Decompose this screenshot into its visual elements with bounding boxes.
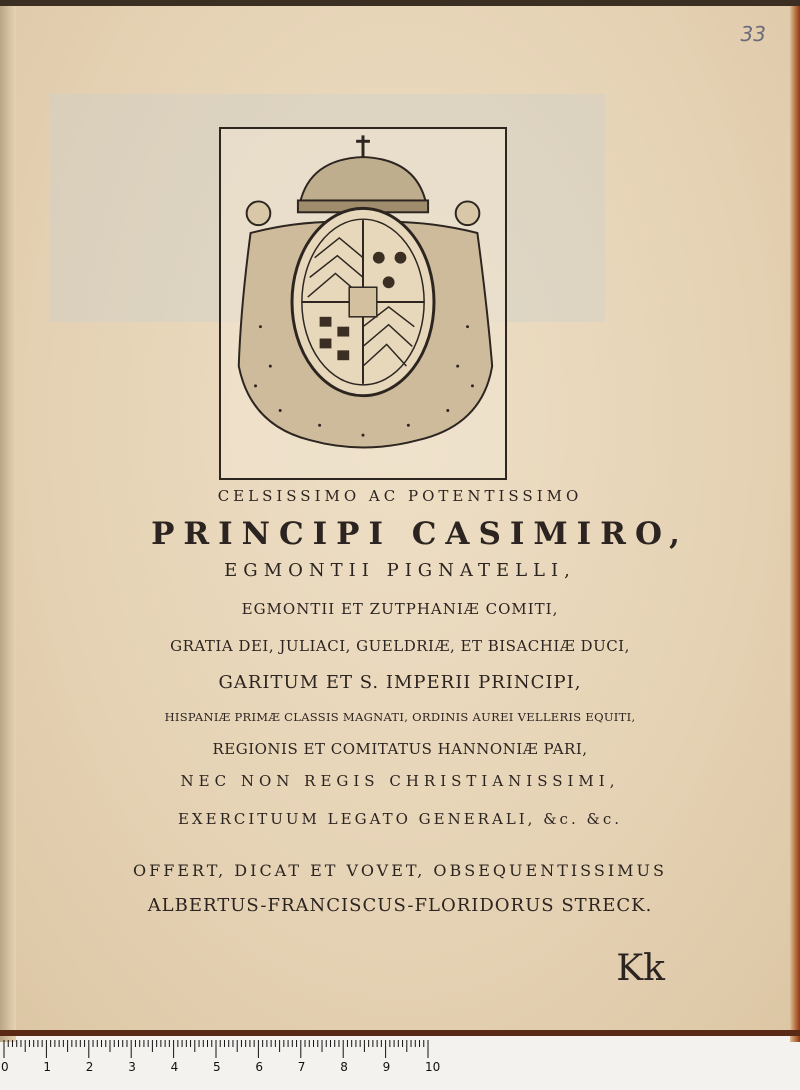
coat-of-arms-icon <box>221 129 505 478</box>
dedication-line: EXERCITUUM LEGATO GENERALI, &c. &c. <box>177 810 623 828</box>
ruler-label: 9 <box>382 1060 391 1074</box>
ruler-label: 6 <box>255 1060 264 1074</box>
ruler-label: 4 <box>170 1060 179 1074</box>
dedication-line: GRATIA DEI, JULIACI, GUELDRIÆ, ET BISACHIÆ DUCI, <box>170 637 630 655</box>
ruler-label: 0 <box>1 1060 9 1074</box>
page-spine <box>0 6 16 1042</box>
dedication-line: HISPANIÆ PRIMÆ CLASSIS MAGNATI, ORDINIS AUREI VELLERIS EQUITI, <box>164 710 636 724</box>
dedication-line: CELSISSIMO AC POTENTISSIMO <box>217 487 583 505</box>
ruler-label: 8 <box>340 1060 348 1074</box>
dedication-line: NEC NON REGIS CHRISTIANISSIMI, <box>180 772 620 790</box>
dedication-line: EGMONTII PIGNATELLI, <box>224 560 576 581</box>
dedication-line: REGIONIS ET COMITATUS HANNONIÆ PARI, <box>212 740 588 758</box>
ruler-label: 5 <box>213 1060 221 1074</box>
ruler-label: 3 <box>128 1060 136 1074</box>
ruler-label: 10 <box>425 1060 441 1074</box>
coat-of-arms-engraving <box>219 127 507 480</box>
signature-mark: Kk <box>616 948 665 989</box>
ruler-label: 7 <box>297 1060 306 1074</box>
dedication-line: OFFERT, DICAT ET VOVET, OBSEQUENTISSIMUS <box>133 861 667 880</box>
dedication-line: GARITUM ET S. IMPERII PRINCIPI, <box>218 672 582 693</box>
ruler-label: 1 <box>43 1060 52 1074</box>
dedication-title: PRINCIPI CASIMIRO, <box>151 516 689 552</box>
ruler-label: 2 <box>85 1060 94 1074</box>
dedication-line: EGMONTII ET ZUTPHANIÆ COMITI, <box>241 600 559 618</box>
dedication-author: ALBERTUS-FRANCISCUS-FLORIDORUS STRECK. <box>147 895 653 916</box>
page-number: 33 <box>740 22 766 46</box>
page-bottom-edge <box>0 1030 800 1036</box>
